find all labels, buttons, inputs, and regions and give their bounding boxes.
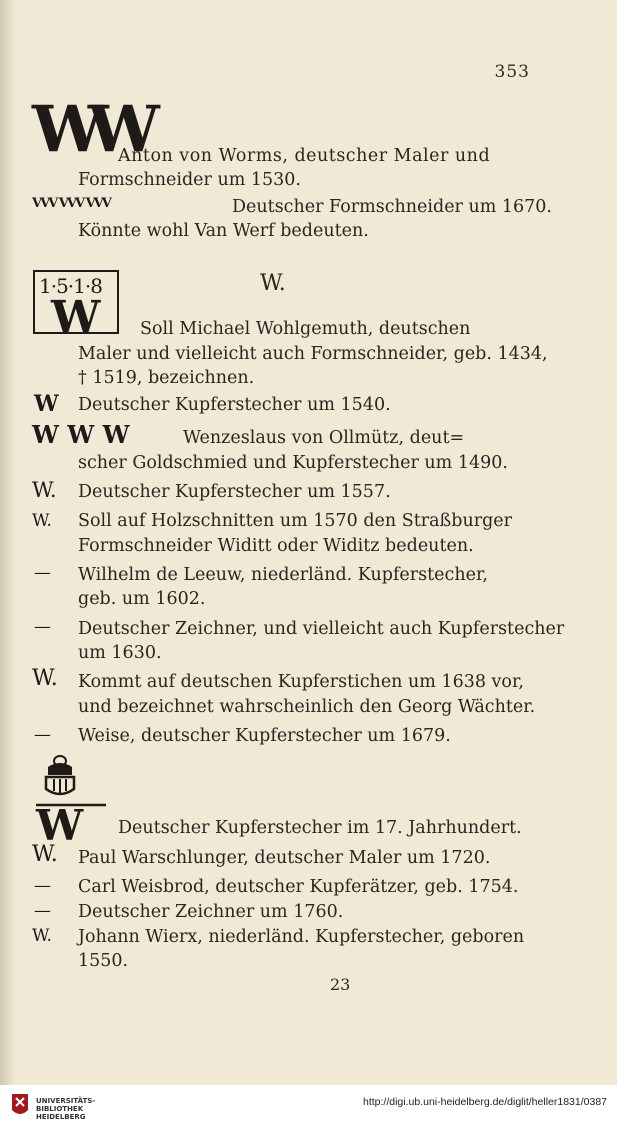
entry-6-line-1: Deutscher Kupferstecher um 1557. [78,482,391,502]
boxed-monogram [33,270,119,343]
entry-5-line-2: scher Goldschmied und Kupferstecher um 1490. [78,453,508,473]
entry-1-line-1: Anton von Worms, deutscher Maler und [118,146,491,166]
entry-2-line-2: Könnte wohl Van Werf bedeuten. [78,221,369,241]
mark-w-1720: W. [32,842,58,867]
entry-2-line-1: Deutscher Formschneider um 1670. [232,197,552,217]
source-url-link[interactable]: http://digi.ub.uni-heidelberg.de/diglit/heller1831/0387 [362,1096,607,1108]
boxed-monogram-letter: W [51,292,95,343]
library-name-line-1: UNIVERSITÄTS- [36,1097,96,1105]
page-number: 353 [494,62,530,82]
mark-w-1638: W. [32,666,58,691]
library-logo-icon [10,1092,30,1124]
entry-16-line-2: 1550. [78,951,129,971]
entry-7-line-1: Soll auf Holzschnitten um 1570 den Straßburger [78,511,513,531]
dash-1754: — [34,876,51,896]
entry-9-line-2: um 1630. [78,643,162,663]
signature-number: 23 [330,975,351,994]
monogram-large-glyph: W [32,92,98,167]
dash-1679: — [34,725,51,745]
entry-3-line-1: Soll Michael Wohlgemuth, deutschen [140,319,471,339]
ornamental-mark [34,755,114,850]
entry-9-line-1: Deutscher Zeichner, und vielleicht auch Kupferstecher [78,619,565,639]
mark-w-1570: W. [32,511,52,531]
ornamental-mark-letter: W [36,801,80,850]
entry-10-line-2: und bezeichnet wahrscheinlich den Georg Wächter. [78,697,536,717]
entry-12-line-1: Deutscher Kupferstecher im 17. Jahrhundert. [118,818,522,838]
entry-1-line-2: Formschneider um 1530. [78,170,301,190]
page-spine-shadow [0,0,16,1085]
entry-13-line-1: Paul Warschlunger, deutscher Maler um 1720. [78,848,491,868]
entry-4-line-1: Deutscher Kupferstecher um 1540. [78,395,391,415]
entry-11-line-1: Weise, deutscher Kupferstecher um 1679. [78,726,451,746]
dash-1602: — [34,563,51,583]
monogram-large-glyph-b: W [87,92,154,167]
entry-3-line-3: † 1519, bezeichnen. [78,368,255,388]
boxed-monogram-date: 1·5·1·8 [39,274,102,298]
entry-10-line-1: Kommt auf deutschen Kupferstichen um 1638 vor, [78,672,524,692]
monogram-row-small: VVV VVV VVV [32,196,110,211]
entry-7-line-2: Formschneider Widitt oder Widitz bedeuten. [78,536,474,556]
entry-3-line-2: Maler und vielleicht auch Formschneider, geb. 1434, [78,344,548,364]
mark-w-1550: W. [32,926,52,946]
mark-w-1490: W W W [32,420,130,449]
library-name [36,1097,95,1121]
library-name-line-2: BIBLIOTHEK [36,1105,84,1113]
library-name-line-3: HEIDELBERG [36,1113,86,1121]
entry-14-line-1: Carl Weisbrod, deutscher Kupferätzer, geb. 1754. [78,877,519,897]
entry-16-line-1: Johann Wierx, niederländ. Kupferstecher, geboren [78,927,525,947]
entry-5-line-1: Wenzeslaus von Ollmütz, deut= [183,428,465,448]
mark-w-1540: W [34,391,59,417]
entry-8-line-2: geb. um 1602. [78,589,206,609]
section-heading: W. [260,271,286,296]
dash-1630: — [34,617,51,637]
entry-15-line-1: Deutscher Zeichner um 1760. [78,902,344,922]
dash-1760: — [34,901,51,921]
entry-8-line-1: Wilhelm de Leeuw, niederländ. Kupferstecher, [78,565,488,585]
mark-w-1557: W. [32,478,57,502]
